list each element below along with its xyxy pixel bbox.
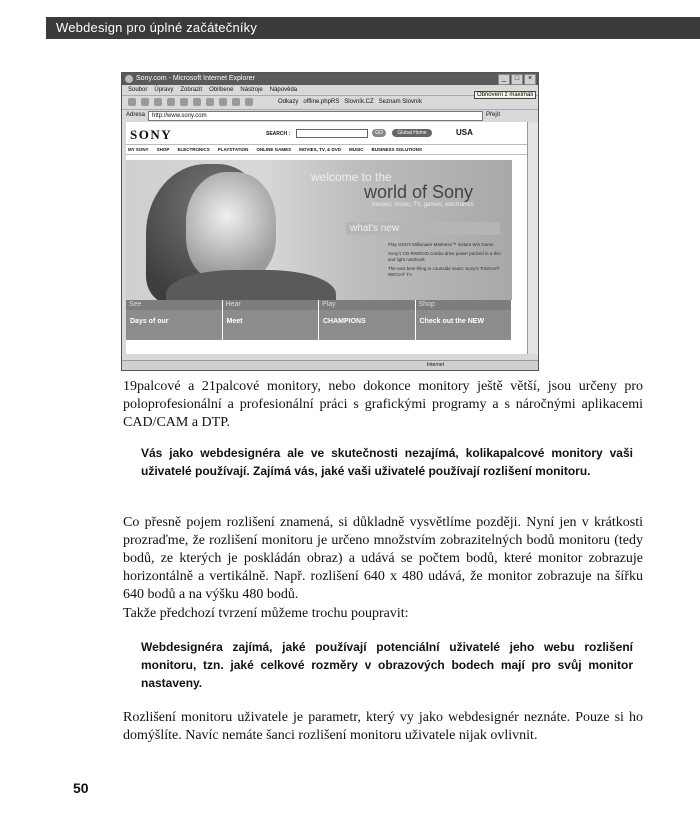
window-title: Sony.com - Microsoft Internet Explorer bbox=[136, 75, 255, 82]
status-zone: Internet bbox=[427, 362, 444, 368]
scrollbar bbox=[527, 122, 538, 354]
sony-logo: SONY bbox=[130, 127, 173, 142]
news-item: Sony's CD-RW/DVD combo drive power packed in a thin and light notebook bbox=[388, 251, 501, 262]
sony-hero bbox=[126, 160, 512, 300]
sony-thumb: Check out the NEW bbox=[416, 310, 513, 340]
hero-photo-face bbox=[186, 172, 276, 282]
link-item: Slovník.CZ bbox=[344, 99, 374, 105]
tooltip: Obnovení z maximali bbox=[474, 91, 536, 99]
back-icon bbox=[128, 98, 136, 106]
window-buttons bbox=[498, 74, 536, 85]
page-number: 50 bbox=[73, 780, 89, 796]
menu-item: Nápověda bbox=[269, 87, 298, 93]
news-item: The next best thing to courtside seats: Sony's Trinitron® WEGA® TV bbox=[388, 266, 500, 277]
address-field: http://www.sony.com bbox=[148, 111, 483, 121]
refresh-icon bbox=[167, 98, 175, 106]
sony-thumb: Days of our bbox=[126, 310, 223, 340]
link-item: Seznam Slovník bbox=[378, 99, 422, 105]
sony-global-home: Global Home bbox=[392, 129, 432, 137]
hero-tagline: movies, music, TV, games, electronics bbox=[372, 202, 474, 208]
paragraph-1: 19palcové a 21palcové monitory, nebo dokonce monitory ještě větší, jsou určeny pro poloprofesionální a profesionální práci s grafickými programy a s náročnými aplikacemi CAD/CAM a DTP. bbox=[123, 379, 643, 430]
menu-item: Soubor bbox=[128, 87, 148, 93]
maximize-icon: □ bbox=[511, 74, 523, 85]
hero-welcome: welcome to the bbox=[311, 170, 392, 184]
header-title: Webdesign pro úplné začátečníky bbox=[56, 20, 258, 35]
sony-nav-item: ONLINE GAMES bbox=[256, 147, 292, 152]
sony-search-label: SEARCH : bbox=[266, 131, 291, 137]
sony-nav-item: MY SONY bbox=[128, 147, 149, 152]
minimize-icon: _ bbox=[498, 74, 510, 85]
sony-nav-item: SHOP bbox=[156, 147, 170, 152]
close-icon: × bbox=[524, 74, 536, 85]
links-label: Odkazy bbox=[278, 99, 299, 105]
sony-nav-item: MUSIC bbox=[348, 147, 364, 152]
print-icon bbox=[245, 98, 253, 106]
menu-item: Oblíbené bbox=[209, 87, 234, 93]
callout-2: Webdesignéra zajímá, jaké používají potenciální uživatelé jeho webu rozlišení monitoru, tzn. jaké celkové rozměry v obrazových bodech mají pro svůj monitor nastaveny. bbox=[141, 640, 633, 690]
sony-header bbox=[126, 122, 528, 144]
favorites-icon bbox=[206, 98, 214, 106]
news-list bbox=[388, 242, 508, 278]
paragraph-3: Takže předchozí tvrzení můžeme trochu poupravit: bbox=[123, 606, 409, 621]
sony-thumb: Meet bbox=[223, 310, 320, 340]
sony-country: USA bbox=[456, 128, 473, 137]
window-titlebar bbox=[122, 73, 538, 85]
stop-icon bbox=[154, 98, 162, 106]
forward-icon bbox=[141, 98, 149, 106]
history-icon bbox=[219, 98, 227, 106]
whats-new: what's new bbox=[346, 222, 500, 235]
sony-thumb: CHAMPIONS bbox=[319, 310, 416, 340]
status-bar bbox=[122, 360, 538, 370]
address-bar bbox=[122, 110, 538, 121]
sony-tab: See bbox=[126, 300, 223, 310]
address-label: Adresa bbox=[126, 112, 146, 118]
sony-thumbs bbox=[126, 310, 512, 340]
hero-world: world of Sony bbox=[364, 182, 474, 202]
sony-go-button: GO bbox=[372, 129, 386, 137]
paragraph-2: Co přesně pojem rozlišení znamená, si důkladně vysvětlíme později. Nyní jen v krátkosti prozraďme, že rozlišení monitoru je určeno množstvím zobrazitelných bodů monitoru (tedy bodů, ze kterých je poskládán obraz) a udává se počtem bodů, které monitor zobrazuje horizontálně a vertikálně. Např. rozlišení 640 x 480 udává, že monitor zobrazuje na šířku 640 bodů a na výšku 480 bodů. bbox=[123, 515, 643, 602]
browser-screenshot-figure bbox=[121, 72, 539, 371]
menu-item: Nástroje bbox=[240, 87, 263, 93]
sony-nav-item: ELECTRONICS bbox=[177, 147, 210, 152]
sony-tab: Hear bbox=[223, 300, 320, 310]
sony-search-box bbox=[296, 129, 368, 138]
link-item: offline.phpRS bbox=[303, 99, 340, 105]
sony-webpage bbox=[126, 122, 528, 354]
paragraph-4: Rozlišení monitoru uživatele je parametr, který vy jako webdesignér neznáte. Pouze si ho domýšlíte. Navíc nemáte šanci rozlišení monitoru uživatele nijak ovlivnit. bbox=[123, 710, 643, 743]
running-header bbox=[46, 17, 700, 39]
sony-nav bbox=[126, 144, 528, 155]
menu-item: Úpravy bbox=[154, 87, 174, 93]
sony-tab: Play bbox=[319, 300, 416, 310]
search-icon bbox=[193, 98, 201, 106]
ie-icon bbox=[125, 75, 133, 83]
mail-icon bbox=[232, 98, 240, 106]
go-label: Přejít bbox=[486, 112, 501, 118]
sony-tab: Shop bbox=[416, 300, 513, 310]
sony-tabs bbox=[126, 300, 512, 310]
hero-photo-body bbox=[166, 270, 336, 300]
sony-nav-item: PLAYSTATION bbox=[217, 147, 249, 152]
news-item: Play GSN's Millionaire Madness™ Instant Win Game bbox=[388, 242, 494, 247]
callout-1: Vás jako webdesignéra ale ve skutečnosti nezajímá, kolikapalcové monitory vaši uživatelé používají. Zajímá vás, jaké vaši uživatelé používají rozlišení monitoru. bbox=[141, 446, 633, 478]
sony-nav-item: BUSINESS SOLUTIONS bbox=[371, 147, 422, 152]
menu-item: Zobrazit bbox=[180, 87, 203, 93]
sony-nav-item: MOVIES, TV, & DVD bbox=[299, 147, 341, 152]
home-icon bbox=[180, 98, 188, 106]
